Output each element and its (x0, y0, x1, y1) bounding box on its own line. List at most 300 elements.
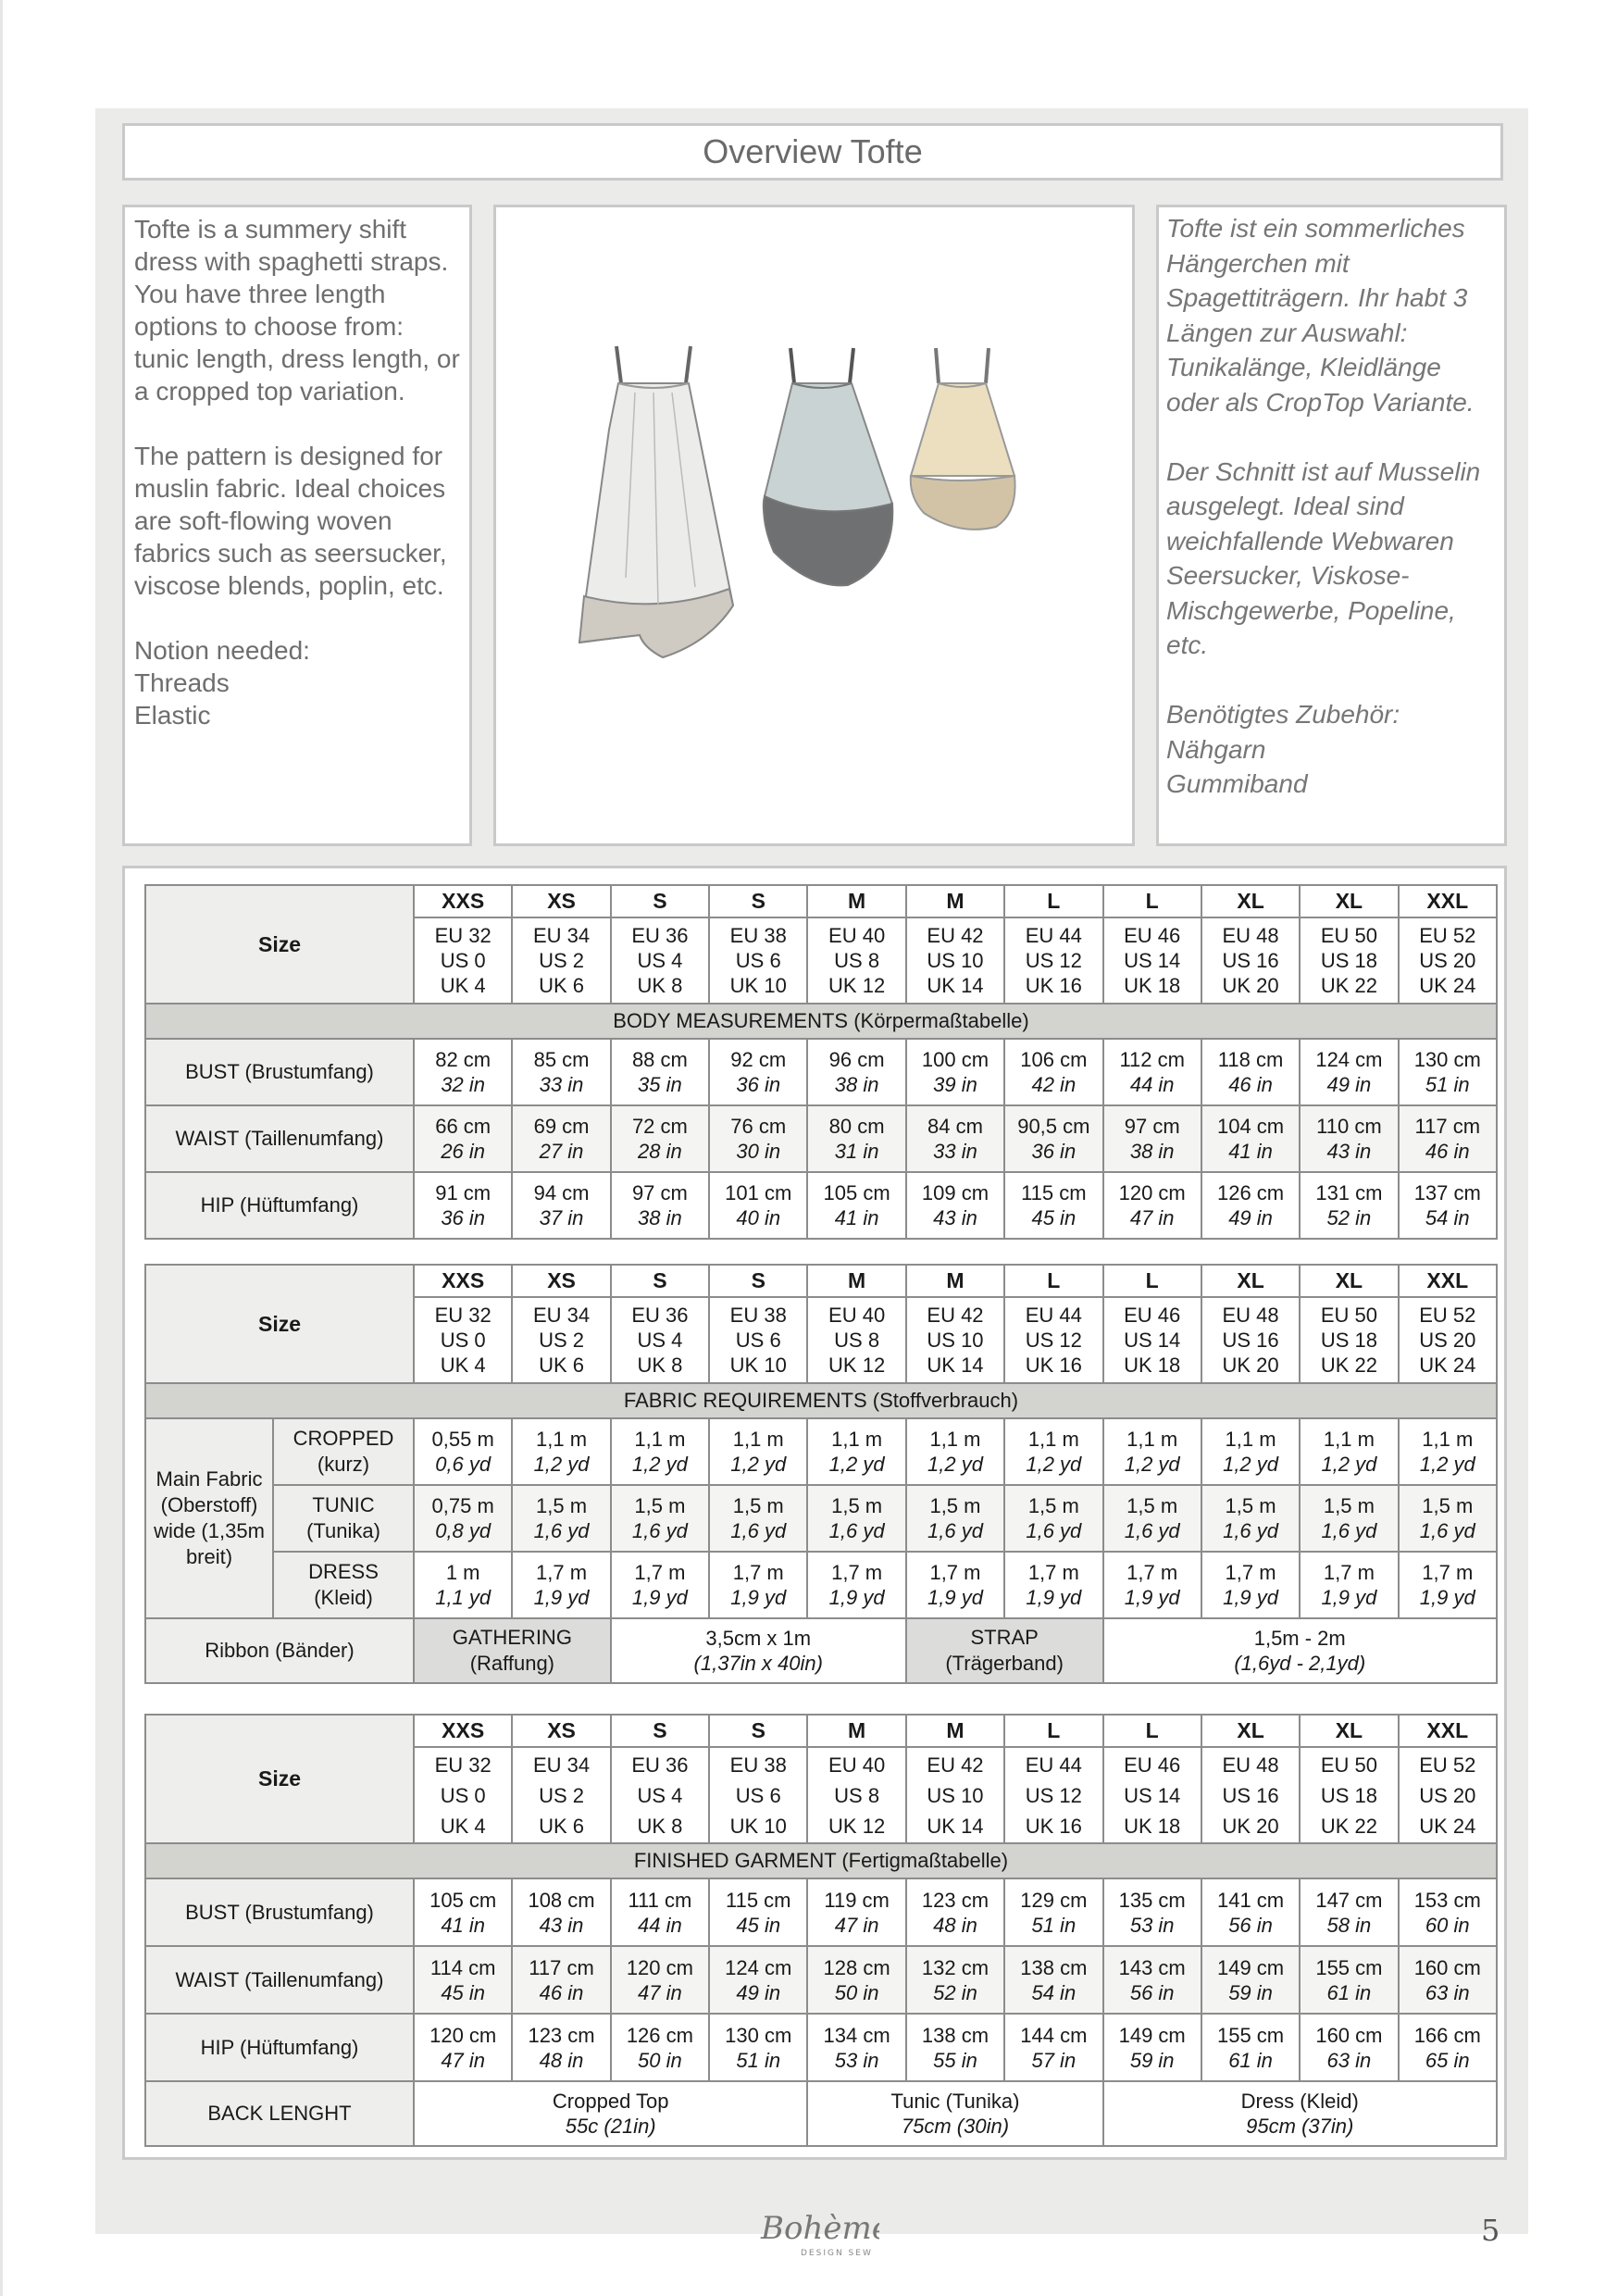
value-metric: 100 cm (921, 1048, 989, 1071)
measurement-cell (1300, 1039, 1398, 1105)
row-label: BUST (Brustumfang) (145, 1039, 414, 1105)
value-metric: 1,1 m (929, 1428, 981, 1451)
value-metric: 76 cm (730, 1115, 787, 1138)
fabric-cell (906, 1485, 1004, 1552)
size-conversion (1103, 917, 1201, 1004)
value-imperial: 60 in (1425, 1913, 1470, 1937)
value-imperial: 36 in (1031, 1140, 1077, 1163)
size-conversion (807, 917, 905, 1004)
measurement-cell (611, 2014, 709, 2081)
size-letter: XL (1300, 1265, 1398, 1297)
value-imperial: 1,6 yd (1223, 1519, 1279, 1542)
measurement-cell (1201, 1878, 1300, 1946)
size-uk: UK 16 (1025, 974, 1082, 997)
size-uk: UK 6 (539, 1814, 584, 1838)
size-us: US 14 (1124, 1329, 1181, 1352)
value-metric: 114 cm (429, 1955, 496, 1979)
fabric-cell (611, 1485, 709, 1552)
fabric-cell (1004, 1552, 1102, 1618)
size-uk: UK 10 (729, 1814, 787, 1838)
value-metric: 1,1 m (831, 1428, 883, 1451)
value-metric: 1,1 m (1323, 1428, 1375, 1451)
measurement-cell (1004, 1172, 1102, 1239)
size-eu: EU 36 (631, 1753, 689, 1777)
size-uk: UK 6 (539, 974, 584, 997)
fabric-cell (807, 1418, 905, 1485)
german-fabric-note: Der Schnitt ist auf Musselin ausgelegt. Ideal sind weichfallende Webwaren Seersucker, Viskose-Mischgewerbe, Popeline, etc. (1166, 456, 1481, 659)
size-uk: UK 6 (539, 1354, 584, 1377)
boheme-logo (750, 2192, 879, 2266)
size-us: US 10 (927, 1783, 984, 1807)
measurement-cell (512, 1878, 610, 1946)
value-metric: 134 cm (823, 2023, 890, 2047)
fabric-cell (1103, 1418, 1201, 1485)
strap-metric: 1,5m - 2m (1253, 1627, 1346, 1650)
value-imperial: 51 in (1425, 1073, 1470, 1096)
value-imperial: 45 in (441, 1980, 486, 2004)
value-imperial: 33 in (539, 1073, 584, 1096)
measurement-cell (414, 1946, 512, 2014)
size-conversion (1399, 917, 1497, 1004)
measurement-cell (1103, 1878, 1201, 1946)
value-metric: 1,1 m (1126, 1428, 1178, 1451)
value-metric: 69 cm (533, 1115, 590, 1138)
value-metric: 123 cm (921, 1888, 989, 1912)
fabric-cell (1300, 1418, 1398, 1485)
value-metric: 88 cm (631, 1048, 688, 1071)
measurement-cell (512, 1946, 610, 2014)
measurement-cell (906, 1878, 1004, 1946)
size-eu: EU 46 (1124, 924, 1181, 947)
measurement-cell (807, 1172, 905, 1239)
size-us: US 20 (1419, 949, 1476, 972)
back-length-label: BACK LENGHT (145, 2081, 414, 2146)
measurement-cell (906, 1039, 1004, 1105)
size-letter: XS (512, 1265, 610, 1297)
value-metric: 132 cm (921, 1955, 989, 1979)
fabric-cell (1399, 1485, 1497, 1552)
size-us: US 0 (440, 1783, 486, 1807)
size-conversion (512, 1297, 610, 1383)
value-imperial: 38 in (638, 1206, 682, 1229)
size-eu: EU 38 (729, 924, 787, 947)
size-eu: EU 42 (927, 1753, 984, 1777)
value-metric: 1,5 m (536, 1494, 588, 1517)
value-metric: 143 cm (1118, 1955, 1186, 1979)
fabric-cell (709, 1418, 807, 1485)
page-edge-line (0, 0, 3, 2296)
value-metric: 118 cm (1217, 1048, 1284, 1071)
size-us: US 8 (834, 1329, 880, 1352)
size-us: US 2 (539, 949, 584, 972)
fabric-requirements-banner: FABRIC REQUIREMENTS (Stoffverbrauch) (145, 1383, 1497, 1418)
size-conversion (512, 917, 610, 1004)
measurement-cell (1399, 1039, 1497, 1105)
value-imperial: 1,9 yd (1223, 1586, 1279, 1609)
size-letter: XXS (414, 1715, 512, 1747)
value-imperial: 1,2 yd (927, 1453, 983, 1476)
value-imperial: 63 in (1425, 1980, 1470, 2004)
value-metric: 110 cm (1316, 1115, 1382, 1138)
size-conversion (414, 917, 512, 1004)
fabric-cell (512, 1418, 610, 1485)
dress-illustration-long (579, 346, 733, 657)
measurement-cell (709, 1946, 807, 2014)
value-metric: 160 cm (1413, 1955, 1481, 1979)
value-imperial: 1,9 yd (631, 1586, 688, 1609)
value-imperial: 43 in (933, 1206, 977, 1229)
size-uk: UK 14 (927, 1814, 984, 1838)
size-uk: UK 22 (1320, 974, 1377, 997)
size-uk: UK 10 (729, 974, 787, 997)
measurement-cell (1201, 2014, 1300, 2081)
fabric-cell (1103, 1485, 1201, 1552)
fabric-cell (1300, 1485, 1398, 1552)
size-letter: XS (512, 885, 610, 917)
size-eu: EU 52 (1419, 1753, 1476, 1777)
english-notion-item: Elastic (134, 701, 211, 730)
measurement-cell (1399, 1172, 1497, 1239)
value-imperial: 1,2 yd (1321, 1453, 1377, 1476)
size-eu: EU 44 (1025, 1304, 1082, 1327)
measurement-cell (1004, 1105, 1102, 1172)
value-metric: 97 cm (1124, 1115, 1180, 1138)
size-uk: UK 24 (1419, 974, 1476, 997)
value-imperial: 51 in (1031, 1913, 1077, 1937)
size-us: US 0 (440, 949, 486, 972)
measurement-cell (611, 1946, 709, 2014)
value-metric: 1,7 m (929, 1561, 981, 1584)
value-imperial: 1,1 yd (435, 1586, 492, 1609)
size-us: US 18 (1320, 949, 1377, 972)
value-imperial: 46 in (1228, 1073, 1273, 1096)
size-letter: M (906, 1715, 1004, 1747)
value-metric: 129 cm (1020, 1888, 1088, 1912)
size-letter: XXL (1399, 1715, 1497, 1747)
english-description (122, 205, 472, 846)
size-conversion (1103, 1297, 1201, 1383)
value-metric: 138 cm (1020, 1955, 1088, 1979)
value-imperial: 30 in (736, 1140, 781, 1163)
ribbon-label: Ribbon (Bänder) (145, 1618, 414, 1683)
value-imperial: 0,8 yd (435, 1519, 492, 1542)
value-metric: 124 cm (725, 1955, 792, 1979)
size-conversion (611, 917, 709, 1004)
fabric-cell (611, 1552, 709, 1618)
value-metric: 94 cm (533, 1181, 590, 1204)
back-length-cell (414, 2081, 807, 2146)
fabric-cell (1004, 1485, 1102, 1552)
value-metric: 92 cm (730, 1048, 787, 1071)
size-conversion (1004, 1297, 1102, 1383)
size-us: US 10 (927, 1329, 984, 1352)
value-metric: 109 cm (921, 1181, 989, 1204)
value-imperial: 47 in (1129, 1206, 1175, 1229)
value-imperial: 50 in (638, 2048, 682, 2072)
size-conversion (807, 1297, 905, 1383)
fabric-cell (1201, 1552, 1300, 1618)
size-eu: EU 50 (1320, 1304, 1377, 1327)
value-imperial: 1,9 yd (1124, 1586, 1180, 1609)
value-imperial: 1,6 yd (1026, 1519, 1082, 1542)
value-metric: 80 cm (828, 1115, 885, 1138)
value-metric: 155 cm (1315, 1955, 1383, 1979)
size-letter: L (1103, 1265, 1201, 1297)
measurement-cell (1300, 1878, 1398, 1946)
size-letter: XS (512, 1715, 610, 1747)
german-notion-heading: Benötigtes Zubehör: (1166, 700, 1400, 729)
size-uk: UK 18 (1124, 974, 1181, 997)
dress-illustration-cropped (911, 348, 1015, 530)
measurement-cell (1201, 1946, 1300, 2014)
fabric-cell (906, 1418, 1004, 1485)
fabric-length-label: TUNIC (Tunika) (273, 1485, 414, 1552)
value-imperial: 63 in (1326, 2048, 1372, 2072)
value-imperial: 1,9 yd (730, 1586, 787, 1609)
value-metric: 1,7 m (536, 1561, 588, 1584)
value-metric: 120 cm (626, 1955, 693, 1979)
size-us: US 8 (834, 949, 880, 972)
value-imperial: 32 in (441, 1073, 486, 1096)
size-letter: L (1004, 885, 1102, 917)
size-eu: EU 44 (1025, 924, 1082, 947)
size-letter: XL (1300, 885, 1398, 917)
value-metric: 1,7 m (1422, 1561, 1474, 1584)
value-metric: 85 cm (533, 1048, 590, 1071)
size-conversion (1201, 917, 1300, 1004)
size-letter: L (1103, 885, 1201, 917)
value-imperial: 1,2 yd (1223, 1453, 1279, 1476)
fabric-length-label: DRESS (Kleid) (273, 1552, 414, 1618)
measurement-cell (1103, 1172, 1201, 1239)
measurement-cell (512, 1172, 610, 1239)
value-metric: 91 cm (435, 1181, 492, 1204)
measurement-cell (1201, 1172, 1300, 1239)
value-imperial: 1,9 yd (828, 1586, 885, 1609)
size-us: US 2 (539, 1329, 584, 1352)
measurement-cell (611, 1105, 709, 1172)
fabric-cell (1300, 1552, 1398, 1618)
measurement-cell (1399, 1878, 1497, 1946)
size-eu: EU 44 (1025, 1753, 1082, 1777)
size-conversion (611, 1747, 709, 1843)
value-metric: 90,5 cm (1017, 1115, 1090, 1138)
size-uk: UK 22 (1320, 1354, 1377, 1377)
size-us: US 18 (1320, 1783, 1377, 1807)
size-letter: XXL (1399, 1265, 1497, 1297)
value-metric: 1,5 m (1422, 1494, 1474, 1517)
size-uk: UK 8 (637, 1814, 683, 1838)
value-metric: 166 cm (1413, 2023, 1481, 2047)
row-label: WAIST (Taillenumfang) (145, 1946, 414, 2014)
value-metric: 137 cm (1413, 1181, 1481, 1204)
value-metric: 117 cm (1414, 1115, 1481, 1138)
fabric-cell (1201, 1485, 1300, 1552)
fabric-cell (414, 1485, 512, 1552)
measurement-cell (709, 1105, 807, 1172)
measurement-cell (1201, 1105, 1300, 1172)
size-eu: EU 36 (631, 1304, 689, 1327)
value-imperial: 41 in (834, 1206, 879, 1229)
value-metric: 115 cm (1021, 1181, 1087, 1204)
measurement-cell (709, 1878, 807, 1946)
size-conversion (906, 1297, 1004, 1383)
value-imperial: 1,6 yd (730, 1519, 787, 1542)
gathering-value (611, 1618, 906, 1683)
size-letter: S (709, 1265, 807, 1297)
value-metric: 108 cm (528, 1888, 595, 1912)
row-label: HIP (Hüftumfang) (145, 2014, 414, 2081)
measurement-cell (1004, 1878, 1102, 1946)
size-us: US 20 (1419, 1329, 1476, 1352)
value-imperial: 31 in (834, 1140, 879, 1163)
size-eu: EU 46 (1124, 1304, 1181, 1327)
strap-label: STRAP (Trägerband) (906, 1618, 1103, 1683)
size-uk: UK 20 (1222, 1814, 1279, 1838)
size-eu: EU 34 (532, 924, 591, 947)
size-conversion (414, 1747, 512, 1843)
fabric-cell (1399, 1418, 1497, 1485)
dress-illustration-tunic (764, 348, 893, 585)
value-imperial: 27 in (539, 1140, 584, 1163)
strap-value (1103, 1618, 1497, 1683)
value-imperial: 58 in (1326, 1913, 1372, 1937)
size-us: US 14 (1124, 949, 1181, 972)
size-letter: S (611, 1265, 709, 1297)
value-metric: 97 cm (631, 1181, 688, 1204)
row-label: BUST (Brustumfang) (145, 1878, 414, 1946)
size-letter: XXS (414, 1265, 512, 1297)
three-dresses-drawing (496, 207, 1132, 843)
measurement-cell (1004, 1946, 1102, 2014)
back-length-cell (807, 2081, 1102, 2146)
fabric-cell (512, 1485, 610, 1552)
size-uk: UK 22 (1320, 1814, 1377, 1838)
value-imperial: 33 in (933, 1140, 977, 1163)
value-imperial: 49 in (1326, 1073, 1372, 1096)
value-metric: 1,1 m (1422, 1428, 1474, 1451)
value-imperial: 1,2 yd (631, 1453, 688, 1476)
fabric-cell (1399, 1552, 1497, 1618)
measurement-cell (414, 2014, 512, 2081)
value-imperial: 44 in (638, 1913, 682, 1937)
value-imperial: 45 in (1031, 1206, 1077, 1229)
value-metric: 155 cm (1216, 2023, 1285, 2047)
back-length-value: 55c (21in) (565, 2115, 656, 2138)
value-imperial: 44 in (1129, 1073, 1175, 1096)
fabric-requirements-table (144, 1264, 1498, 1684)
page-title: Overview Tofte (122, 123, 1503, 181)
value-imperial: 59 in (1129, 2048, 1175, 2072)
value-metric: 1,7 m (1225, 1561, 1276, 1584)
value-imperial: 52 in (1326, 1206, 1372, 1229)
measurement-cell (906, 1946, 1004, 2014)
measurement-cell (807, 1878, 905, 1946)
measurement-cell (807, 1946, 905, 2014)
value-imperial: 41 in (1228, 1140, 1273, 1163)
value-imperial: 46 in (539, 1980, 584, 2004)
size-us: US 4 (637, 1783, 683, 1807)
value-imperial: 1,2 yd (533, 1453, 590, 1476)
value-imperial: 56 in (1228, 1913, 1273, 1937)
size-header: Size (145, 885, 414, 1004)
value-metric: 1 m (445, 1561, 480, 1584)
logo-tagline: DESIGN SEW (801, 2249, 873, 2258)
size-eu: EU 50 (1320, 1753, 1377, 1777)
size-letter: M (906, 1265, 1004, 1297)
size-uk: UK 12 (828, 974, 886, 997)
value-metric: 1,5 m (634, 1494, 686, 1517)
measurement-cell (1004, 2014, 1102, 2081)
value-metric: 1,7 m (1027, 1561, 1079, 1584)
size-header: Size (145, 1715, 414, 1843)
size-uk: UK 4 (440, 1354, 486, 1377)
size-uk: UK 4 (440, 1814, 486, 1838)
value-imperial: 1,2 yd (1026, 1453, 1082, 1476)
value-imperial: 1,9 yd (533, 1586, 590, 1609)
value-metric: 119 cm (824, 1888, 890, 1912)
value-metric: 105 cm (823, 1181, 890, 1204)
garment-illustration (493, 205, 1135, 846)
measurement-cell (807, 1105, 905, 1172)
size-us: US 2 (539, 1783, 584, 1807)
size-eu: EU 40 (828, 1753, 886, 1777)
size-conversion (1300, 1747, 1398, 1843)
size-eu: EU 52 (1419, 924, 1476, 947)
size-eu: EU 52 (1419, 1304, 1476, 1327)
measurement-cell (512, 2014, 610, 2081)
value-imperial: 61 in (1326, 1980, 1372, 2004)
value-imperial: 40 in (736, 1206, 781, 1229)
size-letter: XL (1300, 1715, 1398, 1747)
value-metric: 1,1 m (1225, 1428, 1276, 1451)
measurement-cell (611, 1172, 709, 1239)
value-imperial: 1,9 yd (927, 1586, 983, 1609)
fabric-cell (807, 1485, 905, 1552)
size-letter: S (709, 885, 807, 917)
value-metric: 160 cm (1315, 2023, 1383, 2047)
size-uk: UK 24 (1419, 1354, 1476, 1377)
size-conversion (709, 1297, 807, 1383)
value-imperial: 1,9 yd (1419, 1586, 1475, 1609)
size-eu: EU 36 (631, 924, 689, 947)
fabric-cell (709, 1552, 807, 1618)
measurement-cell (906, 2014, 1004, 2081)
gathering-label: GATHERING (Raffung) (414, 1618, 611, 1683)
size-letter: S (611, 885, 709, 917)
measurement-cell (512, 1039, 610, 1105)
english-notion-item: Threads (134, 668, 230, 697)
size-uk: UK 16 (1025, 1814, 1082, 1838)
size-eu: EU 32 (434, 924, 492, 947)
size-conversion (1201, 1747, 1300, 1843)
value-imperial: 37 in (539, 1206, 584, 1229)
fabric-cell (414, 1418, 512, 1485)
size-conversion (906, 1747, 1004, 1843)
measurement-cell (1300, 1172, 1398, 1239)
size-uk: UK 14 (927, 1354, 984, 1377)
value-metric: 84 cm (927, 1115, 983, 1138)
value-metric: 101 cm (725, 1181, 792, 1204)
size-conversion (1004, 917, 1102, 1004)
fabric-cell (906, 1552, 1004, 1618)
value-imperial: 49 in (1228, 1206, 1273, 1229)
measurement-cell (906, 1172, 1004, 1239)
value-metric: 117 cm (529, 1955, 594, 1979)
value-metric: 126 cm (1216, 1181, 1285, 1204)
value-imperial: 1,9 yd (1026, 1586, 1082, 1609)
value-imperial: 50 in (834, 1980, 879, 2004)
